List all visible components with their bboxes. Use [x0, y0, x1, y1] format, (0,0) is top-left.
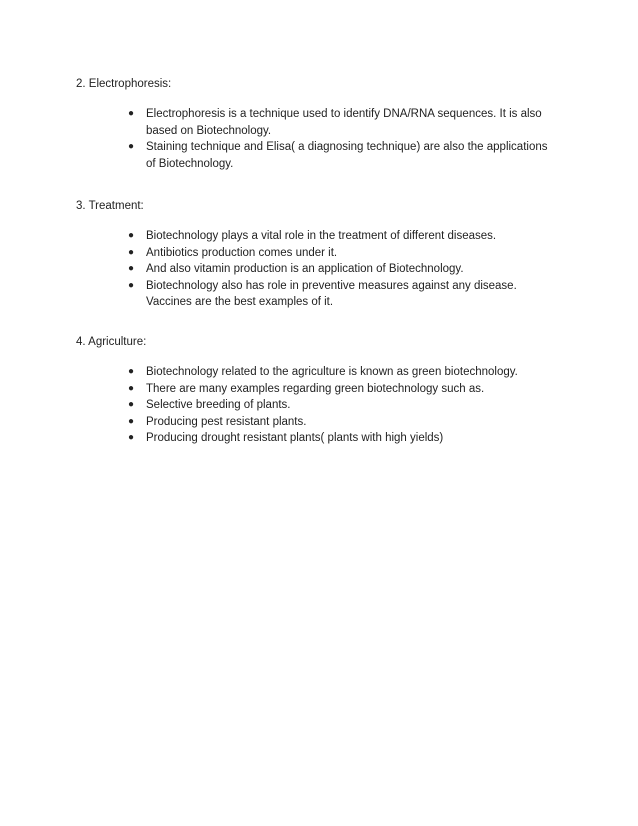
list-item-text: Electrophoresis is a technique used to identify DNA/RNA sequences. It is also based on Biotechnology.: [146, 108, 542, 137]
section-agriculture: [76, 334, 576, 447]
bullet-icon: ●: [128, 141, 135, 152]
list-item-text: Staining technique and Elisa( a diagnosing technique) are also the applications of Biotechnology.: [146, 141, 548, 170]
bullet-icon: ●: [128, 108, 135, 119]
list-item: [126, 364, 558, 381]
bullet-icon: ●: [128, 382, 135, 394]
bullet-icon: ●: [128, 246, 135, 258]
bullet-icon: ●: [128, 230, 135, 241]
list-item: [126, 228, 558, 245]
list-item: [126, 261, 558, 278]
section-heading: 4. Agriculture:: [76, 336, 147, 348]
bullet-list: [126, 106, 558, 172]
bullet-icon: ●: [128, 432, 135, 443]
list-item-text: Biotechnology related to the agriculture is known as green biotechnology.: [146, 366, 518, 378]
list-item-text: Selective breeding of plants.: [146, 399, 291, 411]
bullet-icon: ●: [128, 263, 135, 274]
list-item: [126, 430, 558, 447]
list-item: [126, 414, 558, 431]
list-item: [126, 106, 558, 139]
list-item-text: Antibiotics production comes under it.: [146, 246, 338, 259]
section-electrophoresis: [76, 76, 576, 172]
list-item-text: Producing pest resistant plants.: [146, 415, 307, 428]
bullet-icon: ●: [128, 415, 135, 427]
bullet-icon: ●: [128, 399, 135, 410]
list-item: [126, 278, 558, 311]
section-heading: 3. Treatment:: [76, 200, 144, 212]
list-item-text: Biotechnology also has role in preventive measures against any disease. Vaccines are the best examples of it.: [146, 279, 517, 308]
list-item-text: Producing drought resistant plants( plants with high yields): [146, 432, 444, 444]
bullet-list: [126, 228, 558, 311]
list-item-text: There are many examples regarding green biotechnology such as.: [146, 382, 485, 395]
list-item: [126, 381, 558, 398]
list-item-text: And also vitamin production is an application of Biotechnology.: [146, 263, 464, 275]
bullet-icon: ●: [128, 279, 135, 291]
bullet-list: [126, 364, 558, 447]
list-item: [126, 397, 558, 414]
bullet-icon: ●: [128, 366, 135, 377]
section-treatment: [76, 198, 576, 311]
list-item: [126, 245, 558, 262]
section-heading: 2. Electrophoresis:: [76, 78, 172, 90]
list-item: [126, 139, 558, 172]
list-item-text: Biotechnology plays a vital role in the treatment of different diseases.: [146, 230, 497, 242]
